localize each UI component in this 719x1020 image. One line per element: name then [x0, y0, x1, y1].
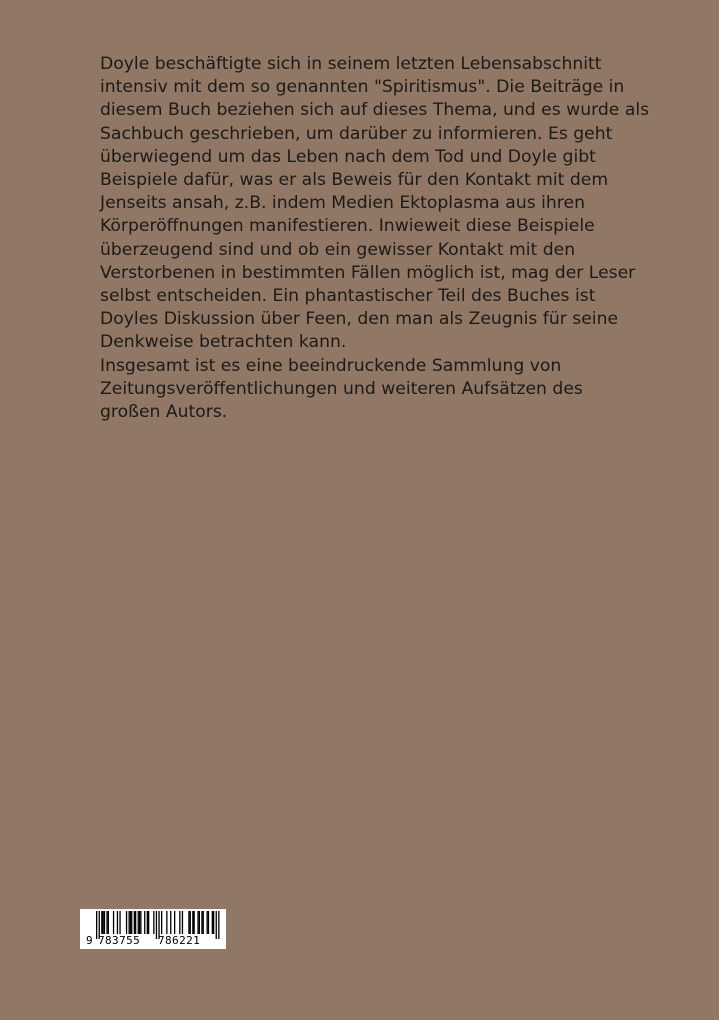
barcode-bar	[131, 911, 132, 934]
barcode-bar	[119, 911, 120, 934]
barcode-right-digits: 786221	[158, 934, 201, 947]
barcode-bar	[201, 911, 202, 934]
barcode-bar	[218, 911, 219, 939]
blurb-line: Denkweise betrachten kann.	[100, 332, 347, 353]
barcode-bar	[135, 911, 136, 934]
barcode-bar	[134, 911, 135, 934]
barcode-bar	[101, 911, 102, 934]
barcode-bar	[203, 911, 204, 934]
blurb-line: Körperöffnungen manifestieren. Inwieweit diese Beispiele	[100, 216, 595, 237]
barcode-bar	[182, 911, 183, 934]
barcode-bar	[144, 911, 145, 934]
blurb-line: Sachbuch geschrieben, um darüber zu informieren. Es geht	[100, 123, 613, 144]
barcode-bar	[103, 911, 104, 934]
barcode-bar	[148, 911, 149, 934]
barcode-bar	[190, 911, 191, 934]
barcode-first-digit: 9	[86, 934, 93, 947]
barcode-bar	[199, 911, 200, 934]
blurb-line: überzeugend sind und ob ein gewisser Kontakt mit den	[100, 239, 576, 260]
barcode-bar	[117, 911, 118, 934]
barcode-bar	[197, 911, 198, 934]
barcode-bar	[174, 911, 175, 934]
barcode-bar	[139, 911, 140, 934]
barcode-bar	[156, 911, 157, 939]
blurb-line: Doyle beschäftigte sich in seinem letzten Lebensabschnitt	[100, 54, 602, 74]
barcode-bar	[213, 911, 214, 934]
barcode-bar	[130, 911, 131, 934]
barcode-bar	[147, 911, 148, 934]
blurb-line: Jenseits ansah, z.B. indem Medien Ektoplasma aus ihren	[100, 193, 585, 214]
barcode-bar	[179, 911, 180, 934]
barcode-bar	[126, 911, 127, 934]
blurb-line: Beispiele dafür, was er als Beweis für den Kontakt mit dem	[100, 170, 609, 191]
blurb-line: Doyles Diskussion über Feen, den man als Zeugnis für seine	[100, 309, 619, 330]
blurb-line: selbst entscheiden. Ein phantastischer Teil des Buches ist	[100, 286, 596, 307]
blurb-text	[100, 53, 650, 424]
blurb-line: Insgesamt ist es eine beeindruckende Sammlung von	[100, 355, 562, 376]
blurb-line: Verstorbenen in bestimmten Fällen möglich ist, mag der Leser	[100, 262, 636, 283]
blurb-line: intensiv mit dem so genannten "Spiritismus". Die Beiträge in	[100, 77, 625, 98]
barcode-bar	[153, 911, 154, 934]
barcode-bar	[108, 911, 109, 934]
blurb-line: Zeitungsveröffentlichungen und weiteren Aufsätzen des	[100, 378, 583, 399]
barcode-bar	[104, 911, 105, 934]
isbn-barcode	[80, 909, 226, 949]
barcode-bar	[166, 911, 167, 934]
barcode-bar	[106, 911, 107, 934]
barcode-bar	[113, 911, 114, 934]
barcode-bar	[208, 911, 209, 934]
barcode-bar	[161, 911, 162, 934]
blurb-line: diesem Buch beziehen sich auf dieses Thema, und es wurde als	[100, 100, 650, 121]
barcode-bar	[216, 911, 217, 939]
barcode-bar	[207, 911, 208, 934]
barcode-bar	[188, 911, 189, 934]
barcode-bar	[192, 911, 193, 934]
barcode-bar	[170, 911, 171, 934]
barcode-bar	[138, 911, 139, 934]
barcode-bar	[212, 911, 213, 934]
barcode-left-digits: 783755	[98, 934, 141, 947]
barcode-bar	[140, 911, 141, 934]
barcode-bar	[129, 911, 130, 934]
blurb-line: großen Autors.	[100, 402, 228, 423]
blurb-line: überwiegend um das Leben nach dem Tod und Doyle gibt	[100, 146, 596, 167]
barcode-bar	[194, 911, 195, 934]
